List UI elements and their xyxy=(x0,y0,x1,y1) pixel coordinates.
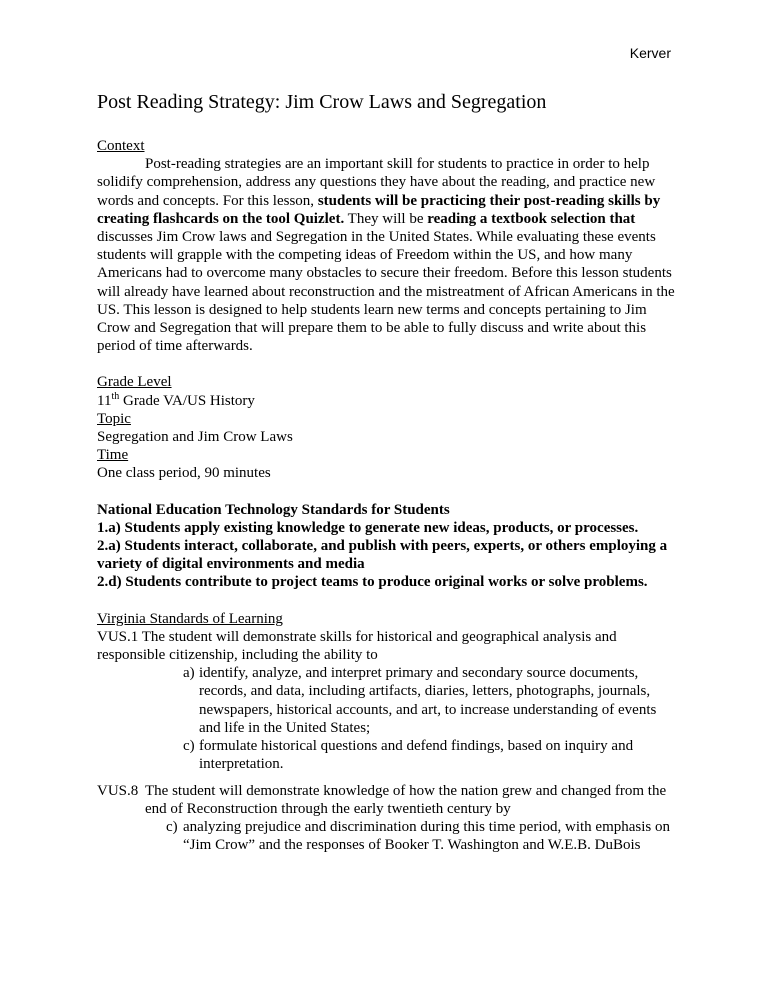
nets-heading: National Education Technology Standards for Students xyxy=(97,501,450,518)
list-marker: a) xyxy=(183,665,195,682)
nets-item: 2.d) Students contribute to project teams to produce original works or solve problems. xyxy=(97,574,648,591)
context-bold-2: reading a textbook selection that xyxy=(427,210,636,227)
page-title: Post Reading Strategy: Jim Crow Laws and Segregation xyxy=(97,91,547,113)
vus8-text: The student will demonstrate knowledge of how the nation grew and changed from the end of Reconstruction through the early twentieth century by xyxy=(145,782,667,817)
topic-heading: Topic xyxy=(97,410,131,427)
list-item xyxy=(97,737,675,773)
topic-value: Segregation and Jim Crow Laws xyxy=(97,429,293,446)
list-marker: c) xyxy=(183,738,195,755)
time-heading: Time xyxy=(97,447,129,464)
document-body xyxy=(97,137,675,854)
grade-sup: th xyxy=(111,390,120,402)
context-heading: Context xyxy=(97,138,145,154)
list-item xyxy=(145,818,675,854)
nets-item: 2.a) Students interact, collaborate, and publish with peers, experts, or others employing a variety of digital environments and media xyxy=(97,538,668,573)
context-text-1: Post-reading strategies are an important skill for students to practice in order to help solidify comprehension, address any questions they have about the reading, and practice new words and concepts. For this lesson, xyxy=(97,156,656,209)
list-item-text: formulate historical questions and defend findings, based on inquiry and interpretation. xyxy=(199,738,634,773)
time-value: One class period, 90 minutes xyxy=(97,465,271,482)
vus8-row xyxy=(97,782,675,855)
vus8-code: VUS.8 xyxy=(97,782,139,799)
grade-rest: Grade VA/US History xyxy=(119,392,255,409)
list-item-text: identify, analyze, and interpret primary and secondary source documents, records, and data, including artifacts, diaries, letters, photographs, journals, newspapers, historical accounts, and art, to increase understanding of events and life in the United States; xyxy=(199,665,657,736)
list-item xyxy=(97,664,675,737)
nets-item: 1.a) Students apply existing knowledge to generate new ideas, products, or processes. xyxy=(97,519,639,536)
vus1-text: VUS.1 The student will demonstrate skills for historical and geographical analysis and responsible citizenship, including the ability to xyxy=(97,628,617,664)
sol-heading: Virginia Standards of Learning xyxy=(97,610,283,627)
list-marker: c) xyxy=(166,818,178,835)
context-paragraph xyxy=(97,155,675,355)
header-author: Kerver xyxy=(629,45,671,61)
list-item-text: analyzing prejudice and discrimination during this time period, with emphasis on “Jim Crow” and the responses of Booker T. Washington and W.E.B. DuBois xyxy=(183,818,670,854)
grade-level xyxy=(97,392,675,410)
vus8-list xyxy=(145,818,675,854)
context-bold-1: students will be practicing their post-reading skills by creating flashcards on the tool Quizlet. xyxy=(97,192,661,227)
vus1-list xyxy=(97,664,675,773)
grade-num: 11 xyxy=(97,392,112,409)
context-text-3: discusses Jim Crow laws and Segregation in the United States. While evaluating these events students will grapple with the competing ideas of Freedom within the US, and how many Americans had to overcome many obstacles to secure their freedom. Before this lesson students will already have learned about reconstruction and the mistreatment of African Americans in the US. This lesson is designed to help students learn new terms and concepts pertaining to Jim Crow and Segregation that will prepare them to be able to fully discuss and write about this period of time afterwards. xyxy=(97,229,675,355)
context-text-2: They will be xyxy=(344,210,428,227)
grade-heading: Grade Level xyxy=(97,374,172,391)
